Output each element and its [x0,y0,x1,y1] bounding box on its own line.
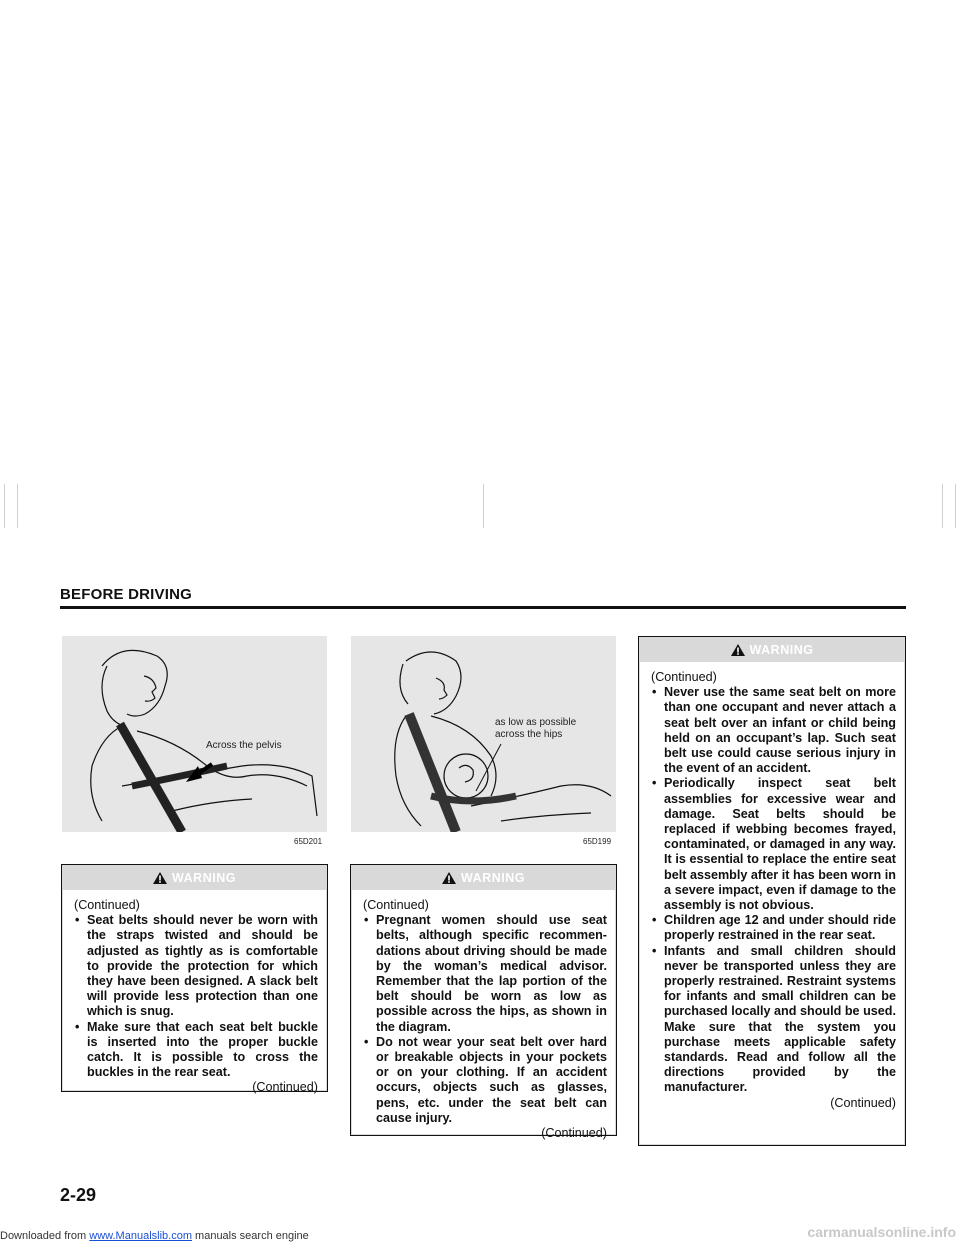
crop-mark [483,484,484,528]
figure-label-hips-2: across the hips [495,729,563,740]
manualslib-link[interactable]: www.Manualslib.com [89,1230,192,1242]
continued-label: (Continued) [651,670,717,684]
warning-triangle-icon [731,644,745,656]
warning-list [74,913,318,1080]
crop-mark [955,484,956,528]
seatbelt-illustration-1 [62,636,327,832]
continued-label: (Continued) [830,1095,896,1110]
continued-label: (Continued) [363,898,429,912]
figure-code: 65D201 [294,837,323,846]
warning-header [351,865,616,891]
section-title: BEFORE DRIVING [60,586,192,603]
warning-item: • Infants and small children should never be transported unless they are properly restrained. Restraint systems for infants and small children can be purchased locally and should be used. Make sure that the system you purchase meets applicable safety standards. Read and follow all the directions provided by the manufacturer. [651,944,896,1096]
warning-body [640,662,904,1144]
warning-body [352,890,615,1141]
figure-code: 65D199 [583,837,612,846]
warning-triangle-icon [442,872,456,884]
continued-label: (Continued) [74,898,140,912]
warning-item: • Never use the same seat belt on more than one occupant and never attach a seat belt over an infant or child being held on an occupant’s lap. Such seat belt use could cause serious injury in the event of an accident. [651,685,896,776]
figure-seatbelt-pelvis [62,636,327,832]
warning-item: • Children age 12 and under should ride properly restrained in the rear seat. [651,913,896,943]
warning-list [363,913,607,1126]
warning-box [61,864,328,1095]
figure-seatbelt-pregnant [351,636,616,832]
crop-mark [4,484,5,528]
warning-item: • Seat belts should never be worn with the straps twisted and should be adjusted as tightly as is comfortable to provide the protection for which they have been designed. A slack belt will provide less protection than one which is snug. [74,913,318,1019]
warning-item: • Make sure that each seat belt buckle is inserted into the proper buckle catch. It is possible to cross the buckles in the rear seat. [74,1020,318,1081]
crop-mark [942,484,943,528]
warning-triangle-icon [153,872,167,884]
warning-item: • Do not wear your seat belt over hard or breakable objects in your pockets or on your clothing. If an accident occurs, objects such as glasses, pens, etc. under the seat belt can cause injury. [363,1035,607,1126]
page-number: 2-29 [60,1185,97,1205]
figure-label-hips-1: as low as possible [495,717,577,728]
crop-mark [17,484,18,528]
continued-label: (Continued) [541,1126,607,1141]
footer-suffix: manuals search engine [191,1230,309,1242]
download-footer [0,1230,309,1242]
warning-item: • Pregnant women should use seat belts, although specific recommendations about driving should be made by the woman’s medical advisor. Remember that the lap portion of the belt should be worn as low as possible across the hips, as shown in the diagram. [363,913,607,1035]
warning-item: • Periodically inspect seat belt assemblies for excessive wear and damage. Seat belts should be replaced if webbing becomes frayed, contaminated, or damaged in any way. It is essential to replace the entire seat belt assembly after it has been worn in a severe impact, even if damage to the assembly is not obvious. [651,776,896,913]
watermark: carmanualsonline.info [807,1224,956,1240]
warning-header [639,637,905,663]
warning-body [63,890,326,1095]
warning-header [62,865,327,891]
warning-title: WARNING [172,871,236,885]
figure-label-pelvis: Across the pelvis [206,740,282,751]
continued-label: (Continued) [252,1080,318,1095]
warning-box [350,864,617,1141]
footer-prefix: Downloaded from [0,1230,90,1242]
seatbelt-illustration-2 [351,636,616,832]
section-rule [60,606,906,609]
warning-title: WARNING [461,871,525,885]
warning-box [638,636,906,1146]
warning-title: WARNING [749,643,814,657]
warning-list [651,685,896,1095]
